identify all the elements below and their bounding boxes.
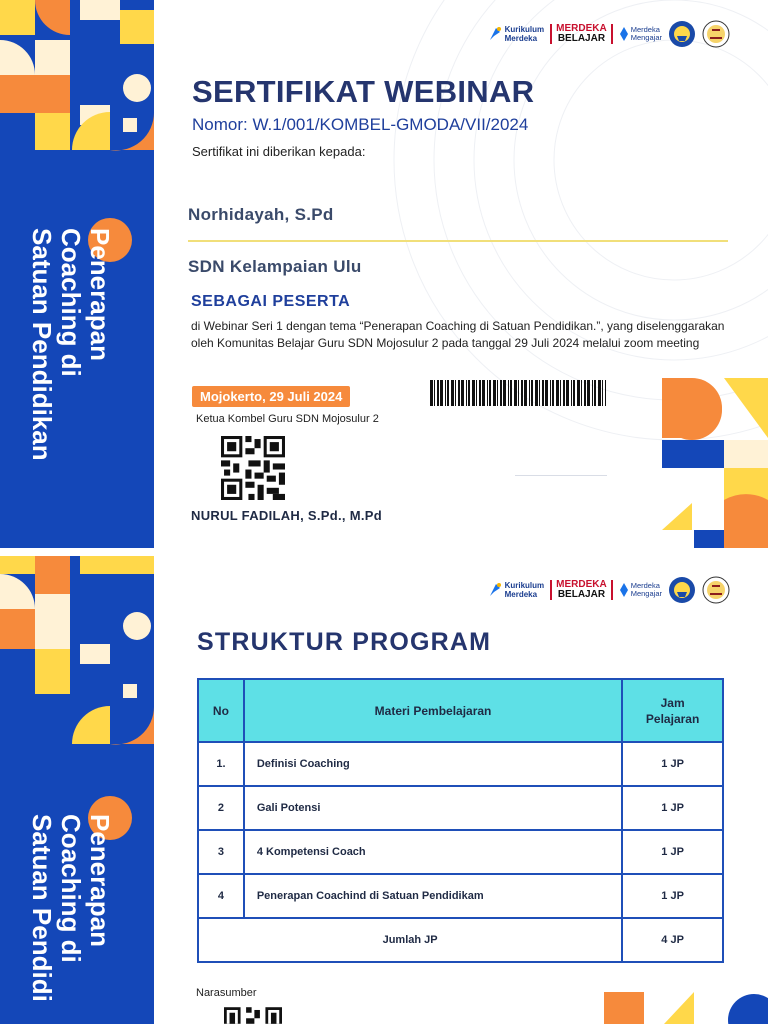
row-no: 3	[198, 830, 244, 874]
barcode-bar	[524, 380, 527, 406]
mengajar-text-1: Merdeka	[630, 25, 660, 34]
kurikulum-text-1: Kurikulum	[504, 581, 545, 590]
table-row	[198, 830, 723, 874]
barcode-bar	[529, 380, 530, 406]
barcode-bar	[563, 380, 565, 406]
name-underline	[188, 240, 728, 242]
sidebar-title	[27, 228, 114, 461]
sidebar-title-line-2: Coaching di	[56, 228, 86, 377]
barcode-bar	[451, 380, 454, 406]
barcode-bar	[468, 380, 470, 406]
sidebar-title-2	[27, 814, 114, 1002]
row-materi: Definisi Coaching	[244, 742, 622, 786]
row-jp: 1 JP	[622, 742, 723, 786]
row-materi: Gali Potensi	[244, 786, 622, 830]
barcode-bar	[489, 380, 491, 406]
certificate-title: SERTIFIKAT WEBINAR	[192, 74, 535, 109]
barcode-bar	[493, 380, 496, 406]
sidebar-title-line-1: Penerapan	[85, 228, 115, 361]
barcode-bar	[503, 380, 506, 406]
barcode-bar	[573, 380, 575, 406]
narasumber-label: Narasumber	[196, 987, 257, 999]
row-no: 4	[198, 874, 244, 918]
table-header-row	[198, 679, 723, 742]
sidebar2-title-line-2: Coaching di	[56, 814, 86, 963]
sidebar2-title-line-3: Satuan Pendidi	[27, 814, 57, 1002]
merdeka-belajar-logo-2	[550, 580, 613, 600]
barcode-bar	[482, 380, 485, 406]
barcode-bar	[500, 380, 502, 406]
barcode-bar	[437, 380, 439, 406]
merdeka-belajar-logo	[550, 24, 613, 44]
page-gap	[0, 548, 768, 556]
table-row	[198, 874, 723, 918]
barcode-bar	[602, 380, 603, 406]
barcode-bar	[531, 380, 533, 406]
barcode-bar	[447, 380, 449, 406]
barcode-bar	[466, 380, 467, 406]
barcode-bar	[461, 380, 464, 406]
tut-wuri-handayani-icon	[668, 20, 696, 48]
barcode-bar	[566, 380, 569, 406]
barcode-bar	[445, 380, 446, 406]
kurikulum-merdeka-logo-2	[488, 581, 545, 599]
sidebar2-title-line-1: Penerapan	[85, 814, 115, 947]
barcode-bar	[594, 380, 596, 406]
mengajar-text-2: Mengajar	[630, 589, 662, 598]
row-no: 2	[198, 786, 244, 830]
barcode-bar	[472, 380, 475, 406]
row-jp: 1 JP	[622, 786, 723, 830]
merdeka-text: MERDEKA	[556, 579, 607, 590]
barcode-bar	[487, 380, 488, 406]
header-jam: Jam Pelajaran	[622, 679, 723, 742]
total-value: 4 JP	[622, 918, 723, 962]
school-emblem-icon	[702, 20, 730, 48]
certificate-number: Nomor: W.1/001/KOMBEL-GMODA/VII/2024	[192, 115, 529, 134]
barcode-bar	[514, 380, 517, 406]
barcode-bar	[542, 380, 544, 406]
barcode-bar	[571, 380, 572, 406]
merdeka-mengajar-icon	[619, 582, 629, 598]
barcode-bar	[518, 380, 519, 406]
merdeka-mengajar-logo	[619, 26, 662, 42]
barcode-bar	[550, 380, 551, 406]
divider-line	[515, 475, 607, 476]
kurikulum-text-2: Merdeka	[504, 34, 538, 43]
program-table	[197, 678, 724, 963]
kurikulum-merdeka-logo	[488, 25, 545, 43]
mengajar-text-1: Merdeka	[630, 581, 660, 590]
barcode-bar	[521, 380, 523, 406]
place-date-badge: Mojokerto, 29 Juli 2024	[192, 386, 350, 407]
barcode-bar	[508, 380, 509, 406]
total-label: Jumlah JP	[198, 918, 622, 962]
barcode-bar	[560, 380, 561, 406]
barcode-bar	[556, 380, 559, 406]
recipient-school: SDN Kelampaian Ulu	[188, 257, 362, 276]
barcode-bar	[497, 380, 498, 406]
participant-role: SEBAGAI PESERTA	[191, 293, 351, 310]
barcode-bar	[584, 380, 586, 406]
kurikulum-merdeka-icon	[488, 582, 502, 598]
barcode-bar	[545, 380, 548, 406]
barcode-bar	[476, 380, 477, 406]
barcode-bar	[479, 380, 481, 406]
barcode-bar	[598, 380, 601, 406]
given-to-label: Sertifikat ini diberikan kepada:	[192, 144, 366, 159]
belajar-text: BELAJAR	[557, 589, 606, 600]
merdeka-text: MERDEKA	[556, 23, 607, 34]
decorative-shapes	[662, 378, 768, 548]
school-emblem-icon	[702, 576, 730, 604]
barcode-bar	[535, 380, 538, 406]
kurikulum-merdeka-icon	[488, 26, 502, 42]
barcode-bar	[587, 380, 590, 406]
row-materi: Penerapan Coachind di Satuan Pendidikam	[244, 874, 622, 918]
barcode-bar	[605, 380, 606, 406]
barcode-bar	[581, 380, 582, 406]
merdeka-mengajar-logo-2	[619, 582, 662, 598]
barcode-bar	[539, 380, 540, 406]
table-total-row	[198, 918, 723, 962]
sidebar-panel	[0, 0, 154, 548]
header-no: No	[198, 679, 244, 742]
barcode-bar	[430, 380, 433, 406]
partner-logos-2	[488, 576, 730, 604]
kurikulum-text-1: Kurikulum	[504, 25, 545, 34]
row-jp: 1 JP	[622, 874, 723, 918]
row-no: 1.	[198, 742, 244, 786]
barcode-bar	[458, 380, 460, 406]
partner-logos	[488, 20, 730, 48]
table-row	[198, 786, 723, 830]
row-jp: 1 JP	[622, 830, 723, 874]
barcode-bar	[455, 380, 456, 406]
header-materi: Materi Pembelajaran	[244, 679, 622, 742]
belajar-text: BELAJAR	[557, 33, 606, 44]
merdeka-mengajar-icon	[619, 26, 629, 42]
tut-wuri-handayani-icon	[668, 576, 696, 604]
kurikulum-text-2: Merdeka	[504, 590, 538, 599]
program-page	[0, 556, 768, 1024]
table-row	[198, 742, 723, 786]
signature-qr-code	[220, 436, 286, 500]
barcode-bar	[440, 380, 443, 406]
program-title: STRUKTUR PROGRAM	[197, 628, 492, 656]
signer-role: Ketua Kombel Guru SDN Mojosulur 2	[196, 413, 379, 425]
sidebar-title-line-3: Satuan Pendidikan	[27, 228, 57, 461]
barcode-bar	[552, 380, 554, 406]
barcode-bar	[510, 380, 512, 406]
event-description: di Webinar Seri 1 dengan tema “Penerapan Coaching di Satuan Pendidikan.”, yang diselenggarakan oleh Komunitas Belajar Guru SDN Mojosulur 2 pada tanggal 29 Juli 2024 melalui zoom meeting	[191, 319, 725, 350]
mengajar-text-2: Mengajar	[630, 33, 662, 42]
decorative-shapes-2	[604, 984, 768, 1024]
signer-name: NURUL FADILAH, S.Pd., M.Pd	[191, 508, 383, 523]
barcode-bar	[577, 380, 580, 406]
barcode-bar	[592, 380, 593, 406]
sidebar-panel-2	[0, 556, 154, 1024]
barcode-bar	[434, 380, 435, 406]
recipient-name: Norhidayah, S.Pd	[188, 205, 334, 224]
narasumber-qr-code	[224, 1007, 282, 1024]
row-materi: 4 Kompetensi Coach	[244, 830, 622, 874]
barcode	[430, 380, 606, 406]
